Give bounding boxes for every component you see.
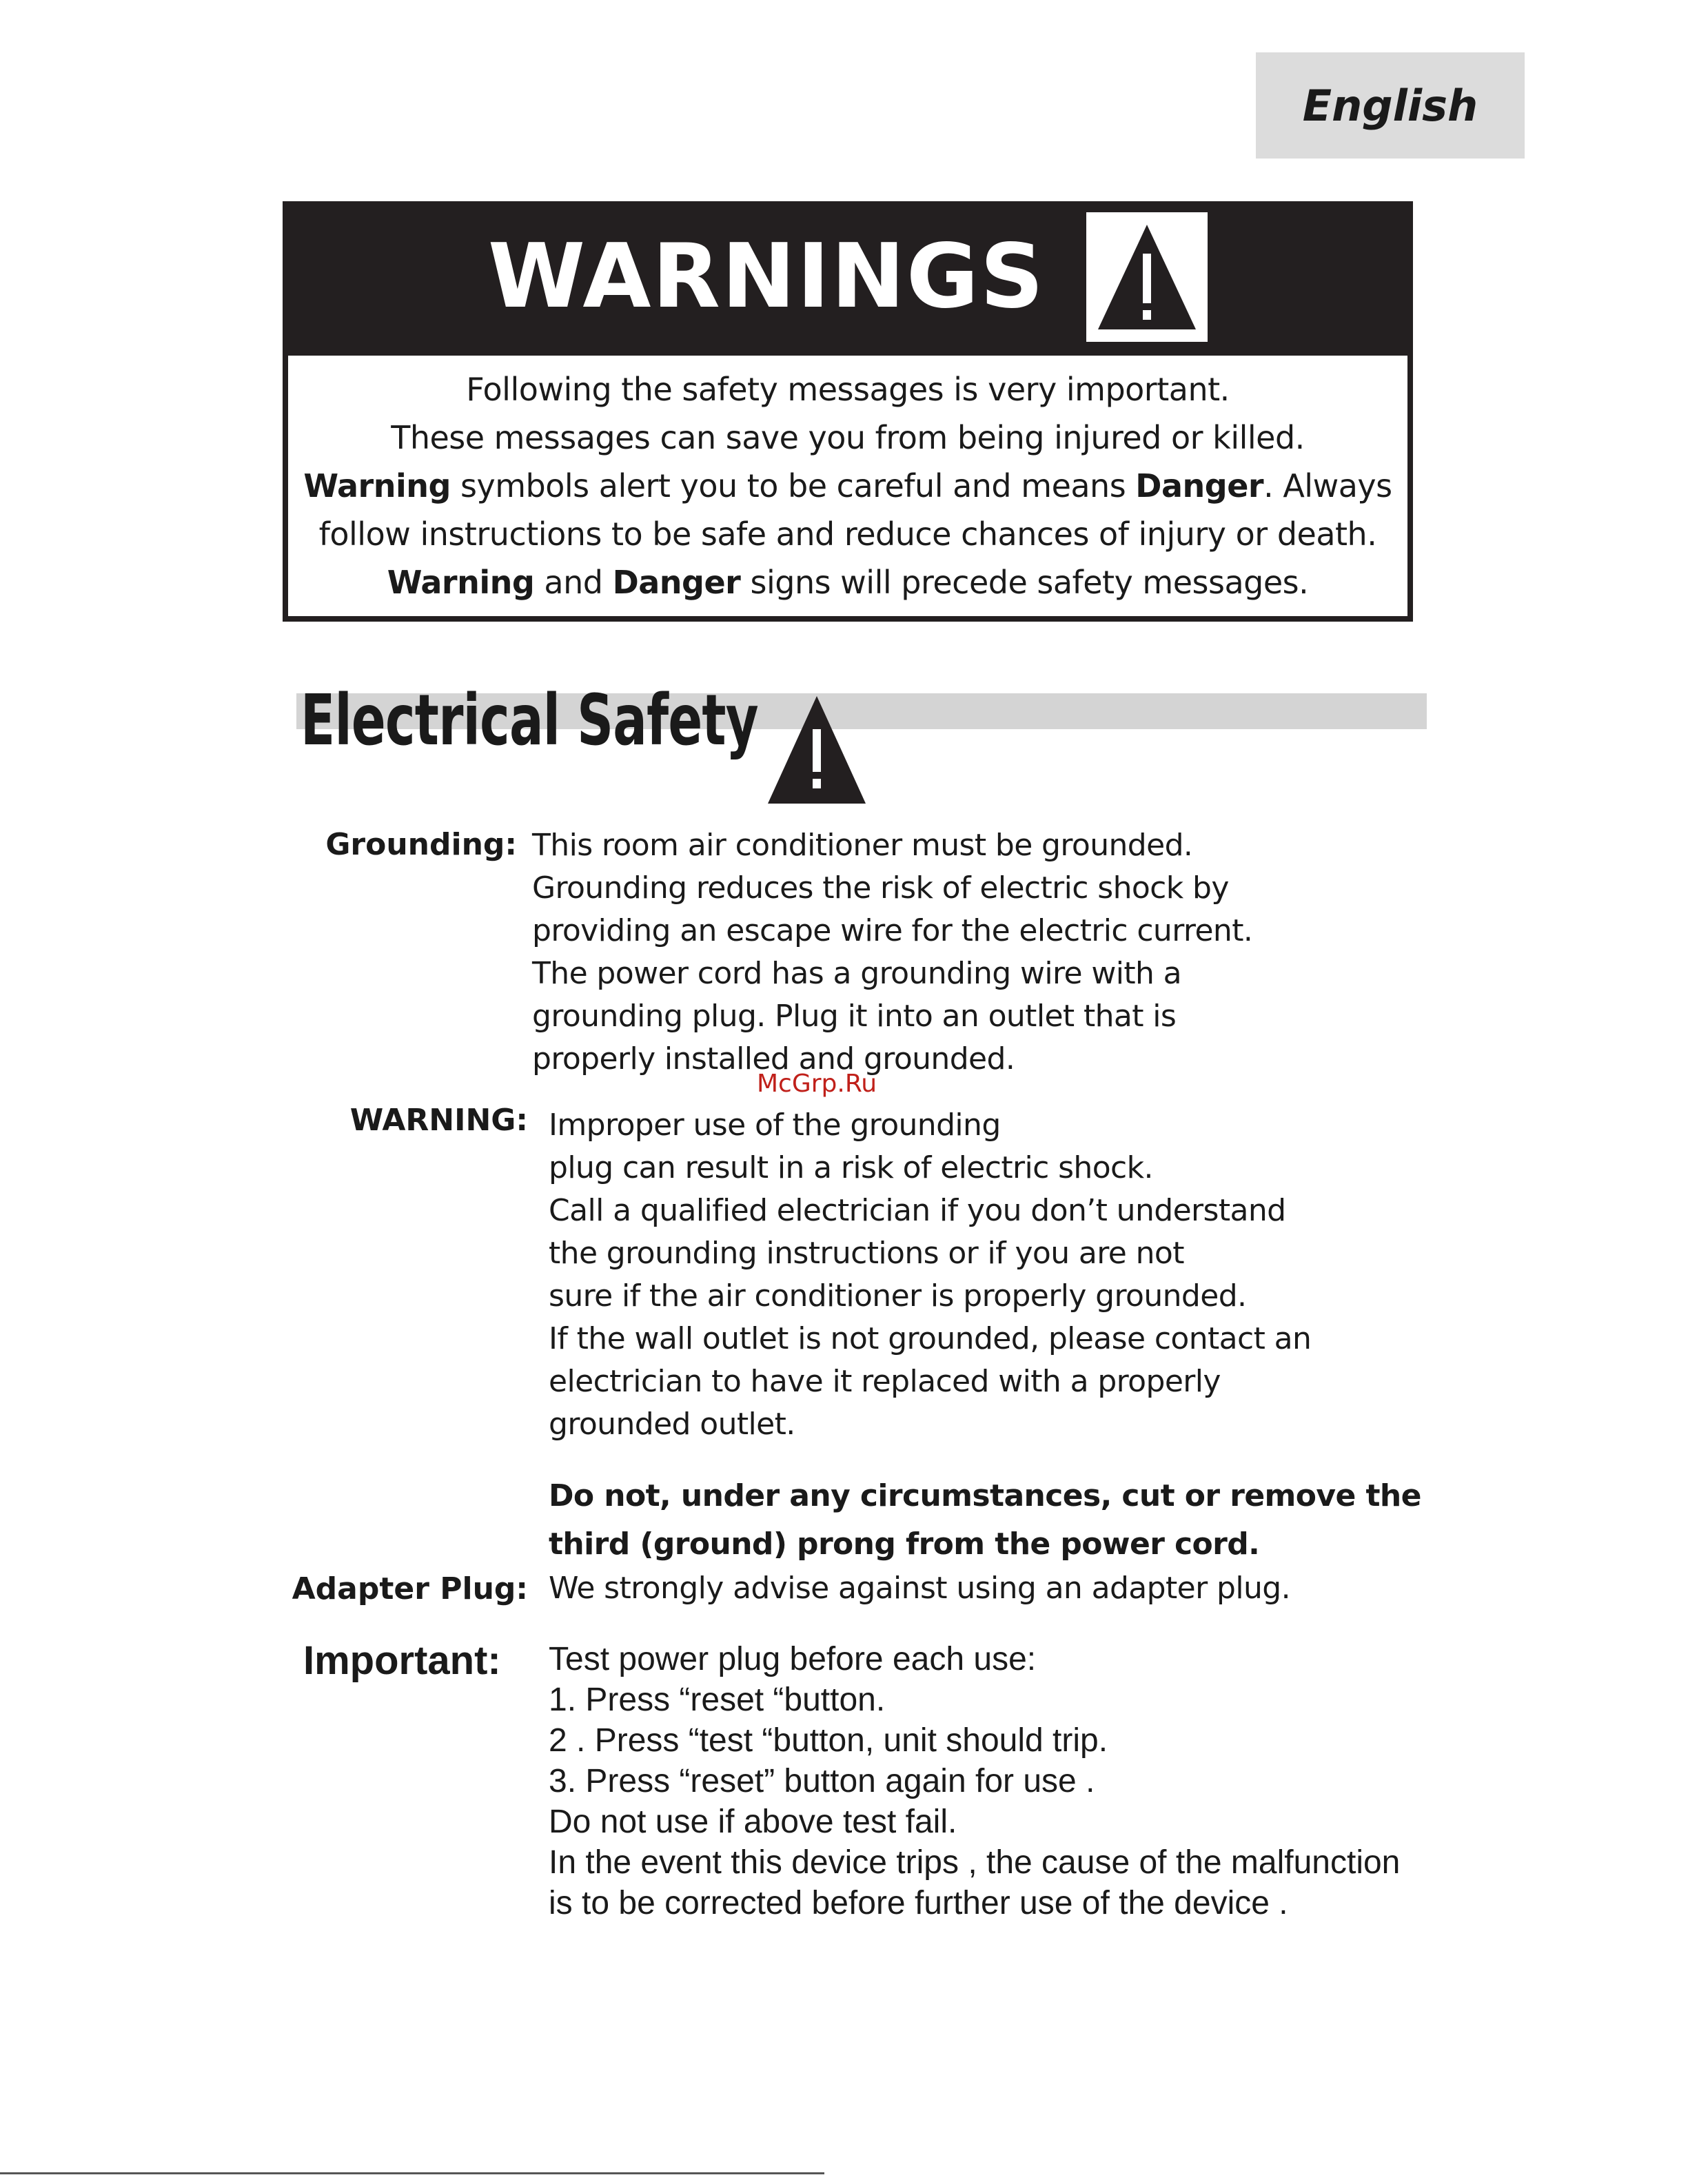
important-line: 3. Press “reset” button again for use . [549, 1763, 1095, 1799]
warnings-line-3-end: . Always [1263, 467, 1392, 504]
warnings-line-5 [387, 558, 1308, 606]
adapter-plug-line: We strongly advise against using an adapter plug. [549, 1571, 1290, 1606]
warning-text [549, 1104, 1311, 1446]
warnings-line-1: Following the safety messages is very important. [466, 371, 1230, 408]
grounding-label: Grounding: [325, 827, 517, 862]
language-tab [1256, 52, 1525, 159]
warning-line: sure if the air conditioner is properly grounded. [549, 1278, 1247, 1314]
warning-bold-line: Do not, under any circumstances, cut or remove the [549, 1478, 1421, 1513]
warning-line: the grounding instructions or if you are not [549, 1236, 1184, 1271]
warning-word: Warning [303, 467, 451, 504]
warnings-line-3-text: symbols alert you to be careful and means [450, 467, 1136, 504]
danger-word: Danger [1135, 467, 1264, 504]
warnings-line-5-text: and [534, 564, 613, 601]
footer-rule [0, 2172, 824, 2174]
section-title: Electrical Safety [301, 680, 758, 762]
adapter-plug-label: Adapter Plug: [292, 1571, 528, 1606]
important-line: In the event this device trips , the cause of the malfunction [549, 1844, 1401, 1881]
warnings-line-2: These messages can save you from being injured or killed. [391, 419, 1305, 456]
warning-label: WARNING: [349, 1103, 528, 1138]
warning-line: electrician to have it replaced with a properly [549, 1364, 1221, 1399]
warnings-title: WARNINGS [487, 225, 1046, 328]
grounding-line: The power cord has a grounding wire with a [532, 956, 1182, 991]
warning-line: Improper use of the grounding [549, 1108, 1001, 1143]
warning-triangle-icon [1086, 212, 1208, 342]
warnings-header [283, 201, 1413, 353]
language-label: English [1302, 80, 1478, 131]
adapter-plug-text [549, 1567, 1290, 1610]
warnings-body [288, 356, 1407, 616]
warnings-line-3 [303, 462, 1392, 510]
grounding-line: properly installed and grounded. [532, 1041, 1015, 1076]
grounding-text [532, 824, 1252, 1081]
warning-bold-text [549, 1472, 1421, 1569]
important-line: Test power plug before each use: [549, 1641, 1037, 1677]
warnings-line-4: follow instructions to be safe and reduce chances of injury or death. [318, 516, 1377, 553]
warnings-box [283, 201, 1413, 622]
grounding-line: Grounding reduces the risk of electric shock by [532, 870, 1229, 906]
important-line: Do not use if above test fail. [549, 1804, 957, 1840]
danger-word: Danger [612, 564, 741, 601]
important-line: 2 . Press “test “button, unit should trip. [549, 1722, 1108, 1759]
warning-word: Warning [387, 564, 535, 601]
warning-line: If the wall outlet is not grounded, please contact an [549, 1321, 1312, 1356]
grounding-line: grounding plug. Plug it into an outlet that is [532, 999, 1177, 1034]
grounding-line: This room air conditioner must be grounded. [532, 828, 1193, 863]
warning-triangle-icon [766, 695, 867, 808]
warnings-line-5-end: signs will precede safety messages. [740, 564, 1309, 601]
important-label: Important: [303, 1638, 501, 1683]
warning-line: plug can result in a risk of electric shock. [549, 1150, 1153, 1185]
important-line: is to be corrected before further use of the device . [549, 1885, 1288, 1921]
warning-line: Call a qualified electrician if you don’t understand [549, 1193, 1286, 1228]
important-line: 1. Press “reset “button. [549, 1682, 886, 1718]
grounding-line: providing an escape wire for the electric current. [532, 913, 1253, 948]
warning-bold-line: third (ground) prong from the power cord. [549, 1527, 1260, 1562]
important-text [549, 1639, 1400, 1923]
warning-line: grounded outlet. [549, 1407, 795, 1442]
watermark: McGrp.Ru [757, 1070, 877, 1098]
